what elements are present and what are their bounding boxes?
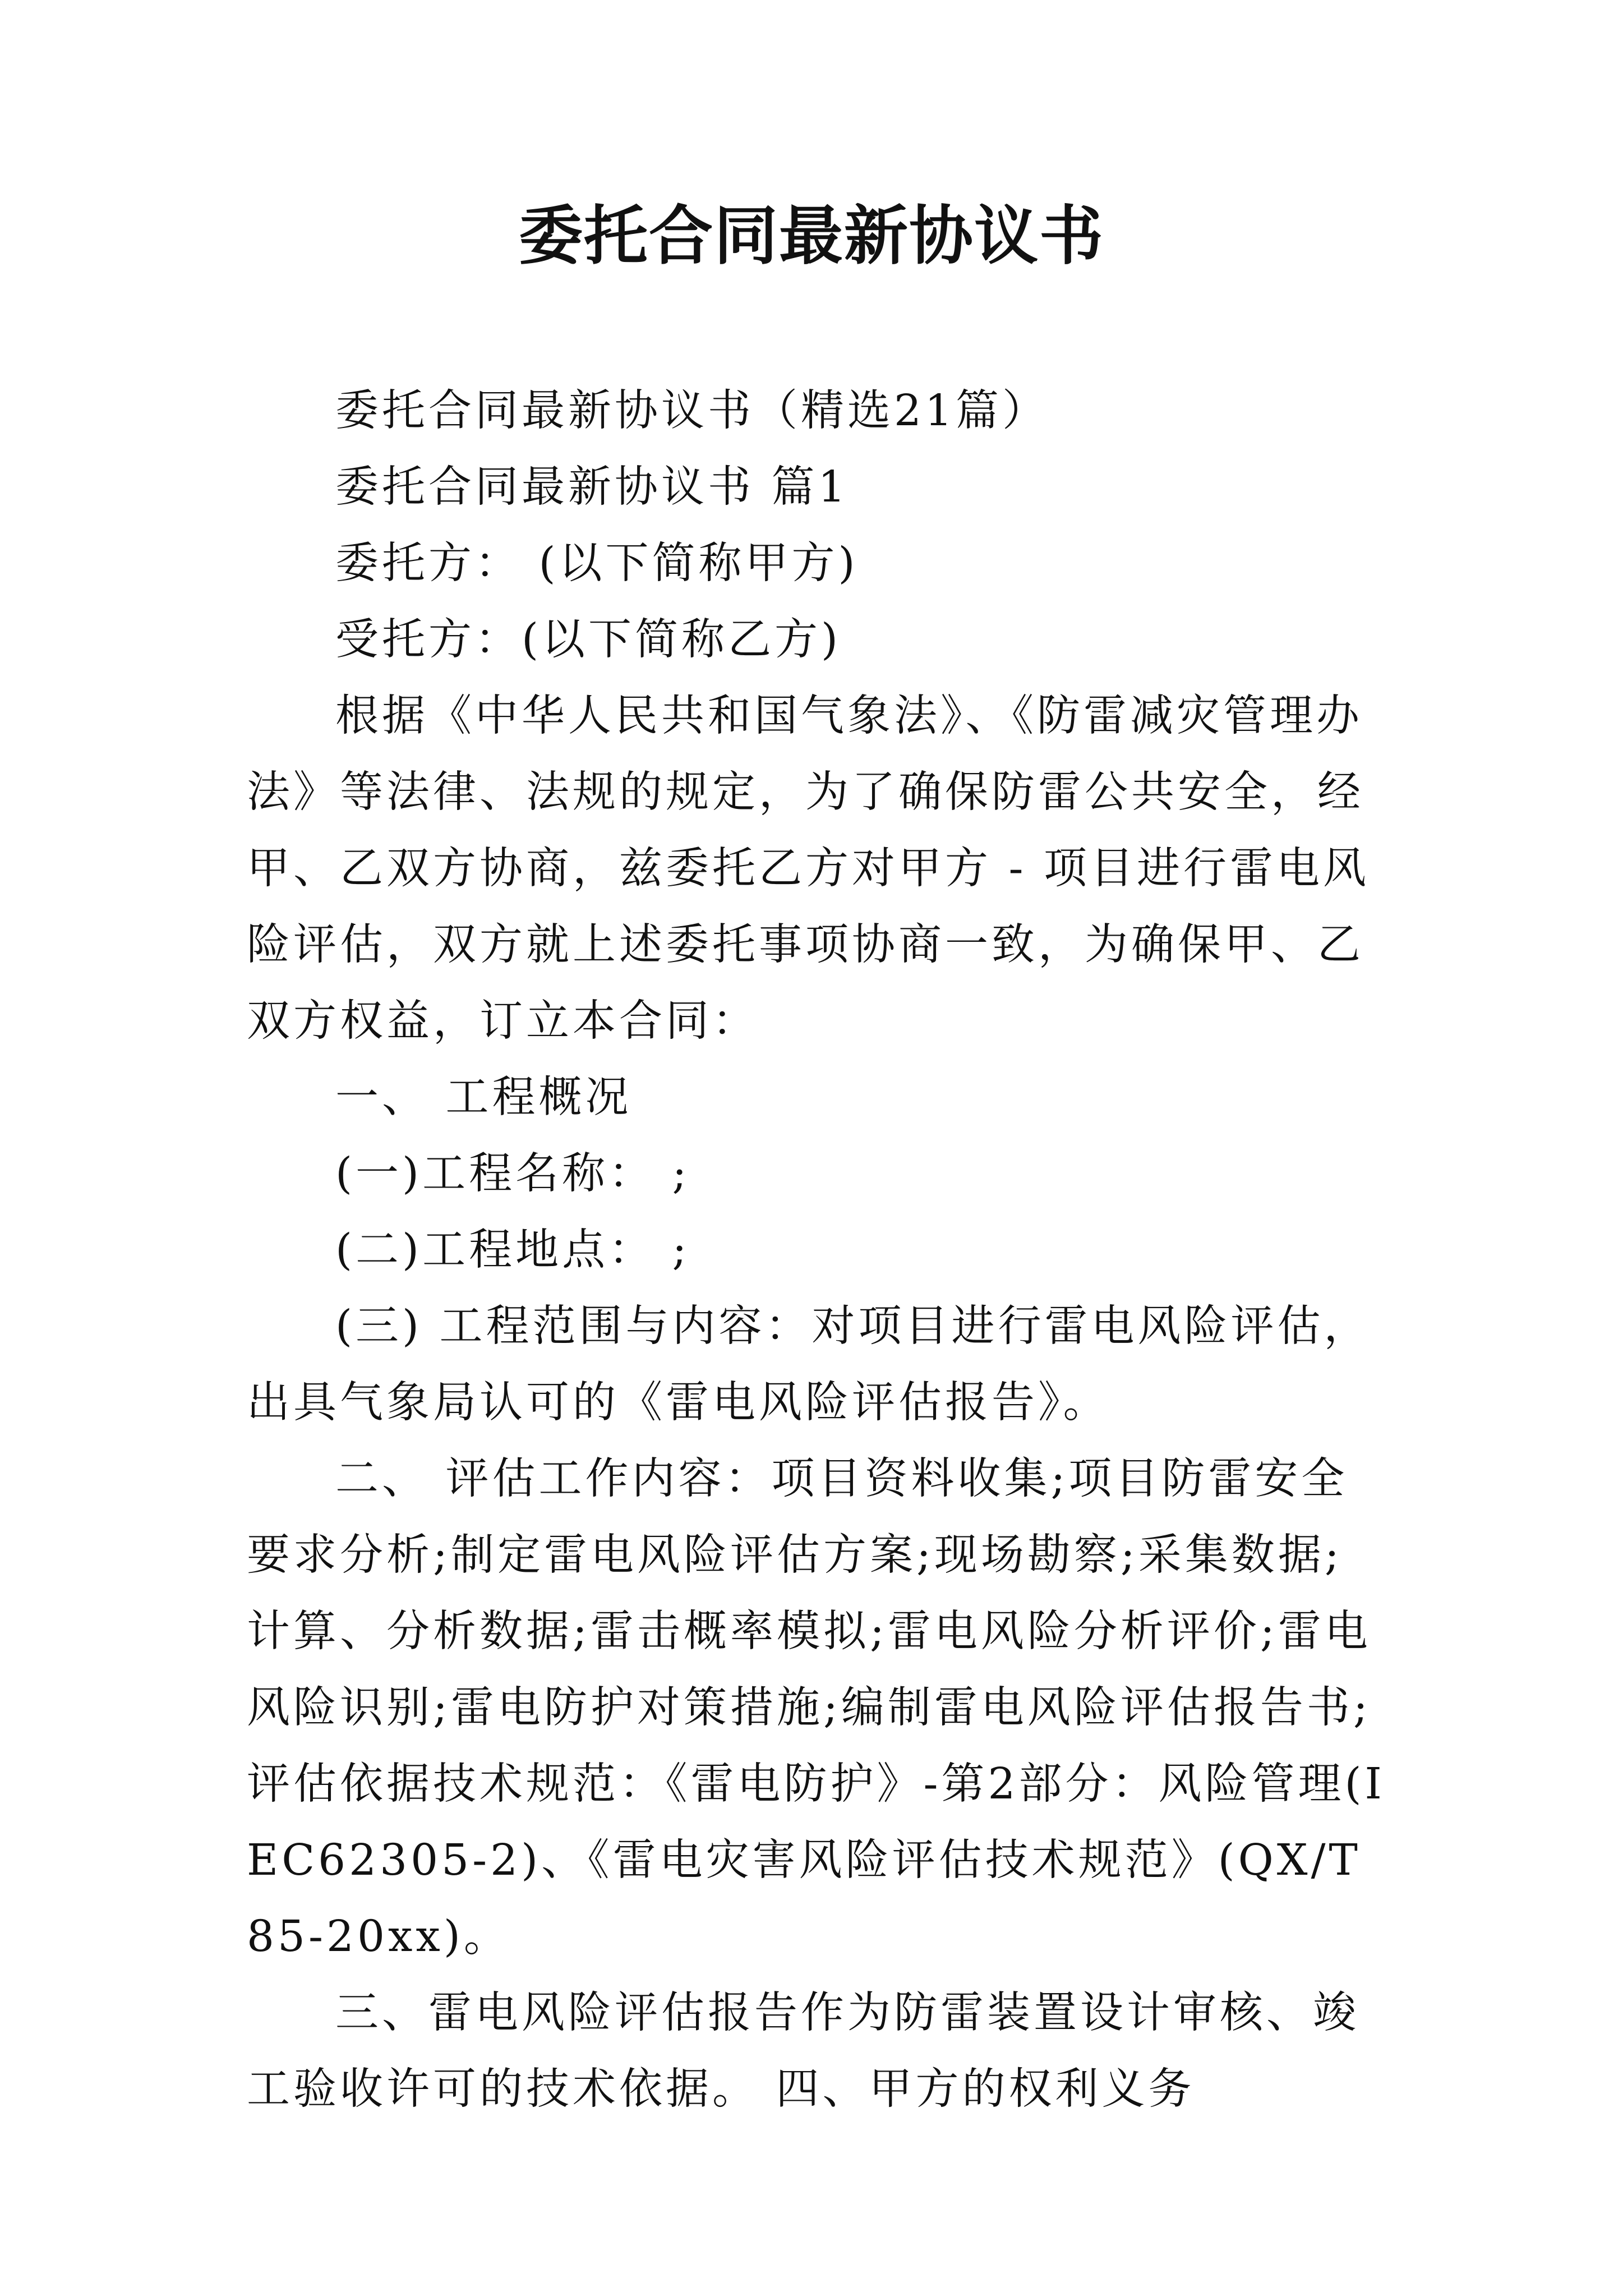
document-title: 委托合同最新协议书	[518, 198, 1104, 273]
clause-heading-project-overview: 一、 工程概况	[335, 1073, 632, 1122]
party-a-line: 委托方： (以下简称甲方)	[335, 539, 859, 588]
section-heading: 委托合同最新协议书 篇1	[335, 462, 849, 512]
assessment-work-paragraph: 二、 评估工作内容：项目资料收集;项目防雷安全要求分析;制定雷电风险评估方案;现场勘察;采集数据;计算、分析数据;雷击概率模拟;雷电风险分析评价;雷电风险识别;雷电防护对策措施;编制雷电风险评估报告书;评估依据技术规范：《雷电防护》-第2部分：风险管理(IEC62305-2)、《雷电灾害风险评估技术规范》(QX/T85-20xx)。	[247, 1454, 1385, 1962]
project-name-line: (一)工程名称： ;	[335, 1149, 690, 1199]
project-location-line: (二)工程地点： ;	[335, 1225, 690, 1275]
subtitle-line: 委托合同最新协议书（精选21篇）	[335, 386, 1049, 436]
document-body	[247, 373, 1385, 2128]
party-b-line: 受托方：(以下简称乙方)	[335, 615, 842, 665]
report-basis-paragraph: 三、雷电风险评估报告作为防雷装置设计审核、竣工验收许可的技术依据。 四、甲方的权利义务	[247, 1988, 1359, 2114]
preamble-paragraph: 根据《中华人民共和国气象法》、《防雷减灾管理办法》等法律、法规的规定，为了确保防雷公共安全，经甲、乙双方协商，兹委托乙方对甲方 - 项目进行雷电风险评估，双方就上述委托事项协商一致，为确保甲、乙双方权益，订立本合同：	[247, 691, 1370, 1046]
project-scope-paragraph: (三) 工程范围与内容：对项目进行雷电风险评估，出具气象局认可的《雷电风险评估报告》。	[247, 1301, 1371, 1428]
